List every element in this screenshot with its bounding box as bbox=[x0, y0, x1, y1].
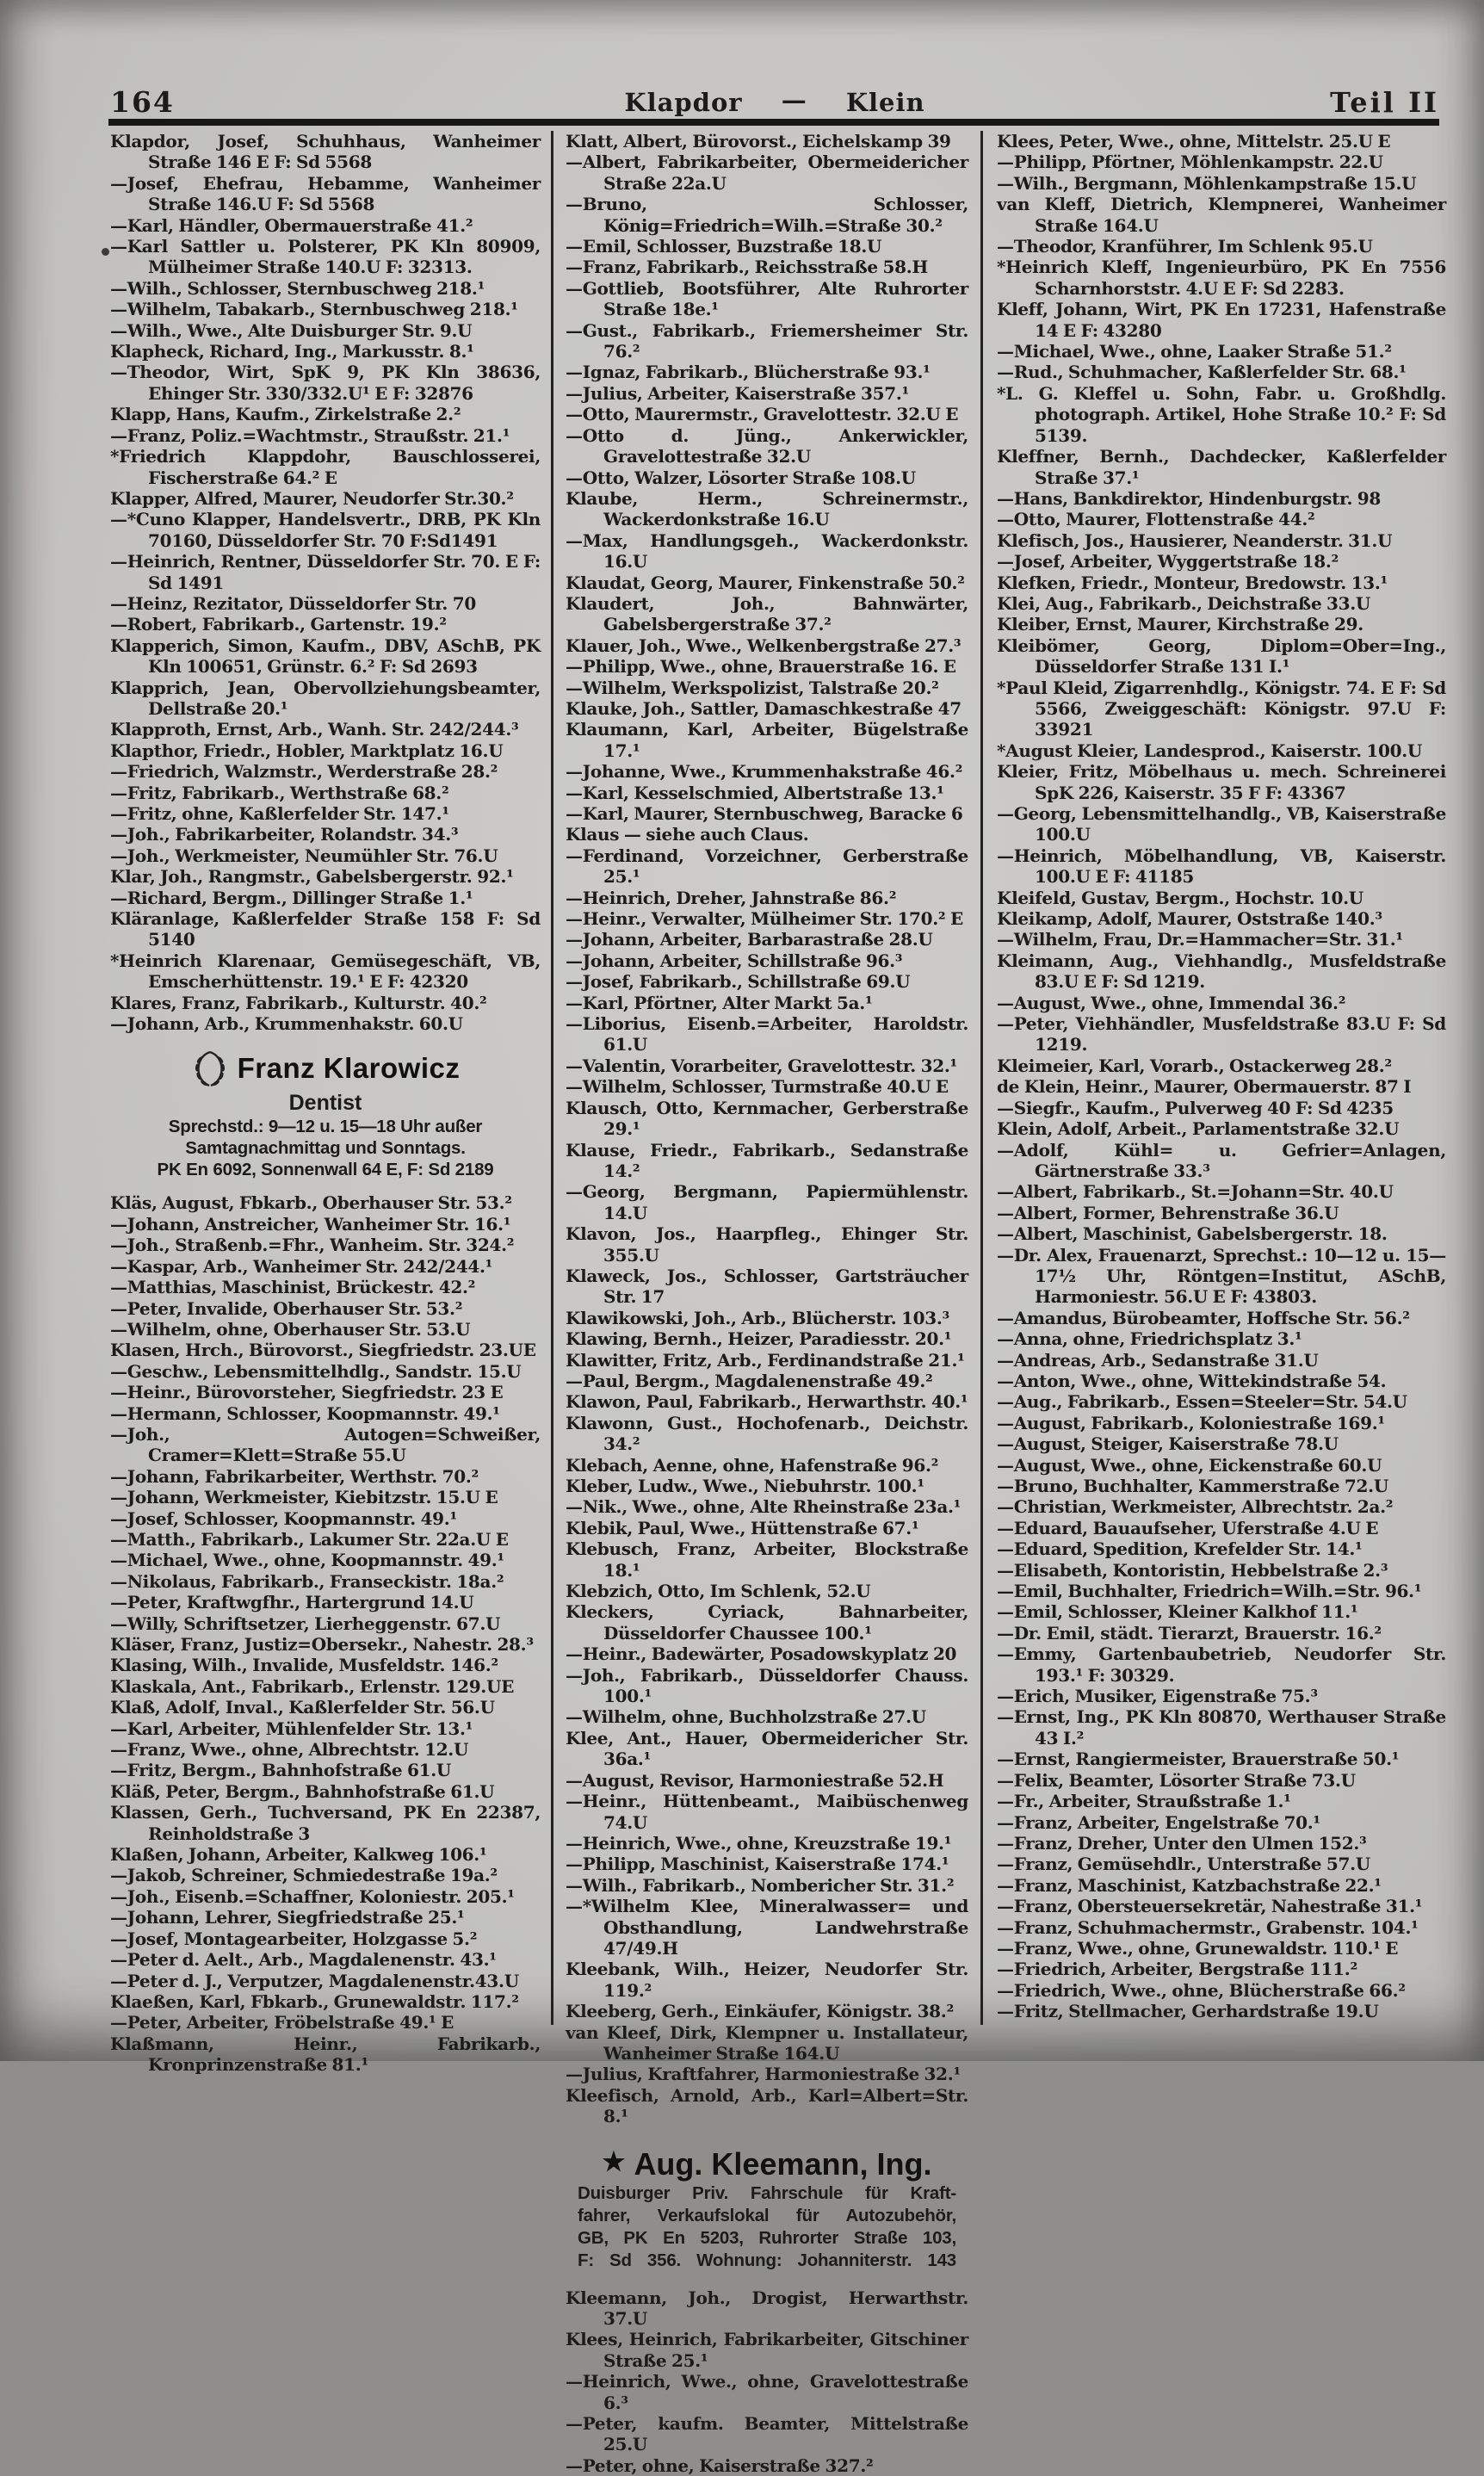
directory-entry: —Johann, Arb., Krummenhakstr. 60.U bbox=[110, 1013, 463, 1035]
directory-entry: —Bruno, Buchhalter, Kammerstraße 72.U bbox=[997, 1476, 1388, 1496]
directory-entry: —*Wilhelm Klee, Mineralwasser= und Obsthandlung, Landwehrstraße 47/49.H bbox=[566, 1896, 968, 1959]
directory-entry: *Heinrich Kleff, Ingenieurbüro, PK En 7556 Scharnhorststr. 4.U E F: Sd 2283. bbox=[997, 257, 1446, 299]
directory-entry: —Josef, Montagearbeiter, Holzgasse 5.² bbox=[110, 1928, 478, 1949]
directory-entry: —Otto, Maurermstr., Gravelottestr. 32.U E bbox=[566, 404, 959, 425]
ad-line: fahrer, Verkaufslokal für Autozubehör, bbox=[578, 2205, 956, 2225]
ad-title bbox=[112, 1048, 539, 1089]
directory-entry: —Wilh., Fabrikarb., Nombericher Str. 31.² bbox=[566, 1874, 955, 1896]
directory-entry: —Richard, Bergm., Dillinger Straße 1.¹ bbox=[110, 887, 473, 908]
directory-entry: —Max, Handlungsgeh., Wackerdonkstr. 16.U bbox=[566, 529, 968, 573]
directory-entry: Klapheck, Richard, Ing., Markusstr. 8.¹ bbox=[110, 341, 474, 362]
directory-entry: Klei, Aug., Fabrikarb., Deichstraße 33.U bbox=[997, 592, 1371, 614]
directory-entry: Klause, Friedr., Fabrikarb., Sedanstraße 14.² bbox=[566, 1139, 968, 1181]
directory-entry: Kleckers, Cyriack, Bahnarbeiter, Düsseldorfer Chaussee 100.¹ bbox=[566, 1601, 968, 1643]
header-rule bbox=[108, 119, 1439, 126]
directory-entry: —Peter, Arbeiter, Fröbelstraße 49.¹ E bbox=[110, 2012, 454, 2033]
directory-entry: —Johann, Anstreicher, Wanheimer Str. 16.¹ bbox=[110, 1213, 511, 1235]
directory-entry: —Karl, Arbeiter, Mühlenfelder Str. 13.¹ bbox=[110, 1718, 473, 1739]
directory-entry: —Wilhelm, Tabakarb., Sternbuschweg 218.¹ bbox=[110, 299, 518, 320]
directory-entry: Klapdor, Josef, Schuhhaus, Wanheimer Straße 146 E F: Sd 5568 bbox=[110, 131, 541, 173]
directory-entry: Kleeberg, Gerh., Einkäufer, Königstr. 38.² bbox=[566, 2001, 954, 2022]
directory-entry: —Heinrich, Dreher, Jahnstraße 86.² bbox=[566, 887, 897, 908]
directory-entry: —Ferdinand, Vorzeichner, Gerberstraße 25.¹ bbox=[566, 845, 968, 888]
directory-entry: —Fritz, ohne, Kaßlerfelder Str. 147.¹ bbox=[110, 803, 449, 824]
directory-entry: —Ignaz, Fabrikarb., Blücherstraße 93.¹ bbox=[566, 362, 931, 383]
directory-entry: —August, Wwe., ohne, Immendal 36.² bbox=[997, 992, 1346, 1013]
ad-line: PK En 6092, Sonnenwall 64 E, F: Sd 2189 bbox=[157, 1160, 494, 1180]
directory-entry: —Bruno, Schlosser, König=Friedrich=Wilh.=Straße 30.² bbox=[566, 194, 968, 236]
directory-entry: —Franz, Maschinist, Katzbachstraße 22.¹ bbox=[997, 1874, 1382, 1896]
directory-entry: Klares, Franz, Fabrikarb., Kulturstr. 40.² bbox=[110, 992, 487, 1013]
directory-entry: Klaudat, Georg, Maurer, Finkenstraße 50.² bbox=[566, 572, 965, 593]
directory-entry: —Matthias, Maschinist, Brückestr. 42.² bbox=[110, 1277, 476, 1298]
directory-entry: Klaeßen, Karl, Fbkarb., Grunewaldstr. 117.² bbox=[110, 1990, 519, 2012]
directory-entry: —Elisabeth, Kontoristin, Hebbelstraße 2.³ bbox=[997, 1559, 1388, 1581]
directory-entry: —Heinrich, Rentner, Düsseldorfer Str. 70. E F: Sd 1491 bbox=[110, 551, 541, 593]
directory-entry: Kleifeld, Gustav, Bergm., Hochstr. 10.U bbox=[997, 887, 1363, 908]
directory-entry: —Anna, ohne, Friedrichsplatz 3.¹ bbox=[997, 1328, 1302, 1350]
directory-entry: —Peter, kaufm. Beamter, Mittelstraße 25.U bbox=[566, 2413, 968, 2455]
directory-entry: *Friedrich Klappdohr, Bauschlosserei, Fischerstraße 64.² E bbox=[110, 446, 541, 488]
directory-entry: —Wilhelm, Schlosser, Turmstraße 40.U E bbox=[566, 1076, 949, 1098]
directory-entry: —Heinr., Verwalter, Mülheimer Str. 170.² E bbox=[566, 908, 963, 930]
directory-entry: Kleibömer, Georg, Diplom=Ober=Ing., Düsseldorfer Straße 131 I.¹ bbox=[997, 634, 1446, 678]
directory-entry: —Christian, Werkmeister, Albrechtstr. 2a.² bbox=[997, 1496, 1394, 1518]
directory-entry: —Georg, Bergmann, Papiermühlenstr. 14.U bbox=[566, 1181, 968, 1223]
directory-entry: —Albert, Former, Behrenstraße 36.U bbox=[997, 1202, 1339, 1223]
directory-entry: —Fritz, Fabrikarb., Werthstraße 68.² bbox=[110, 782, 449, 803]
directory-entry: Klee, Ant., Hauer, Obermeidericher Str. 36a.¹ bbox=[566, 1727, 968, 1770]
running-title-separator: — bbox=[781, 85, 807, 115]
laurel-wreath-icon bbox=[191, 1048, 229, 1089]
directory-entry: —Peter, Kraftwgfhr., Hartergrund 14.U bbox=[110, 1592, 474, 1613]
directory-entry: —Valentin, Vorarbeiter, Gravelottestr. 32.¹ bbox=[566, 1055, 957, 1076]
directory-entry: —Anton, Wwe., ohne, Wittekindstraße 54. bbox=[997, 1370, 1387, 1391]
directory-entry: —August, Revisor, Harmoniestraße 52.H bbox=[566, 1769, 944, 1791]
directory-entry: —Willy, Schriftsetzer, Lierheggenstr. 67.U bbox=[110, 1612, 501, 1634]
directory-entry: —Fritz, Bergm., Bahnhofstraße 61.U bbox=[110, 1760, 452, 1781]
directory-entry: —Felix, Beamter, Lösorter Straße 73.U bbox=[997, 1769, 1356, 1791]
ad-line: F: Sd 356. Wohnung: Johanniterstr. 143 bbox=[578, 2250, 956, 2270]
directory-entry: Klaube, Herm., Schreinermstr., Wackerdonkstraße 16.U bbox=[566, 487, 968, 530]
directory-entry: Klawing, Bernh., Heizer, Paradiesstr. 20.¹ bbox=[566, 1328, 952, 1350]
directory-entry: de Klein, Heinr., Maurer, Obermauerstr. 87 I bbox=[997, 1076, 1412, 1098]
directory-entry: Klapperich, Simon, Kaufm., DBV, ASchB, PK Kln 100651, Grünstr. 6.² F: Sd 2693 bbox=[110, 634, 541, 678]
directory-entry: —Johann, Arbeiter, Schillstraße 96.³ bbox=[566, 950, 903, 971]
directory-entry: —Joh., Autogen=Schweißer, Cramer=Klett=Straße 55.U bbox=[110, 1423, 541, 1466]
directory-entry: —Nikolaus, Fabrikarb., Franseckistr. 18a.² bbox=[110, 1570, 504, 1592]
directory-entry: Klaudert, Joh., Bahnwärter, Gabelsbergerstraße 37.² bbox=[566, 592, 968, 635]
directory-entry: Kleikamp, Adolf, Maurer, Oststraße 140.³ bbox=[997, 908, 1382, 930]
directory-entry: —Emmy, Gartenbaubetrieb, Neudorfer Str. 193.¹ F: 30329. bbox=[997, 1643, 1446, 1686]
ad-line: Samtagnachmittag und Sonntags. bbox=[185, 1138, 466, 1159]
directory-entry: Klavon, Jos., Haarpfleg., Ehinger Str. 355.U bbox=[566, 1223, 968, 1266]
directory-entry: Klefisch, Jos., Hausierer, Neanderstr. 31.U bbox=[997, 529, 1393, 551]
directory-entry: Klebzich, Otto, Im Schlenk, 52.U bbox=[566, 1581, 871, 1602]
directory-entry: —Aug., Fabrikarb., Essen=Steeler=Str. 54.U bbox=[997, 1391, 1407, 1413]
directory-entry: —Rud., Schuhmacher, Kaßlerfelder Str. 68.¹ bbox=[997, 362, 1407, 383]
directory-entry: Kleemann, Joh., Drogist, Herwarthstr. 37.U bbox=[566, 2287, 968, 2329]
directory-entry: —Albert, Fabrikarbeiter, Obermeidericher Straße 22a.U bbox=[566, 152, 968, 194]
directory-entry: —Kaspar, Arb., Wanheimer Str. 242/244.¹ bbox=[110, 1255, 493, 1277]
ad-title-text: Aug. Kleemann, Ing. bbox=[634, 2145, 932, 2182]
directory-entry: Klapp, Hans, Kaufm., Zirkelstraße 2.² bbox=[110, 404, 461, 425]
directory-entry: —Wilhelm, ohne, Oberhauser Str. 53.U bbox=[110, 1318, 471, 1340]
directory-entry: —Josef, Arbeiter, Wyggertstraße 18.² bbox=[997, 551, 1339, 573]
directory-entry: Klaus — siehe auch Claus. bbox=[566, 824, 809, 845]
directory-entry: Klein, Adolf, Arbeit., Parlamentstraße 32.U bbox=[997, 1118, 1400, 1140]
directory-entry: —Emil, Schlosser, Buzstraße 18.U bbox=[566, 236, 882, 257]
directory-entry: *L. G. Kleffel u. Sohn, Fabr. u. Großhdlg. photograph. Artikel, Hohe Straße 10.² F: Sd 5139. bbox=[997, 382, 1446, 446]
directory-entry: —Franz, Wwe., ohne, Grunewaldstr. 110.¹ E bbox=[997, 1937, 1399, 1959]
directory-entry: Klefken, Friedr., Monteur, Bredowstr. 13.¹ bbox=[997, 572, 1388, 593]
directory-entry: —Julius, Arbeiter, Kaiserstraße 357.¹ bbox=[566, 382, 909, 404]
directory-entry: Klees, Heinrich, Fabrikarbeiter, Gitschiner Straße 25.¹ bbox=[566, 2329, 968, 2371]
directory-entry: —Wilhelm, Werkspolizist, Talstraße 20.² bbox=[566, 677, 939, 698]
directory-entry: —Josef, Fabrikarb., Schillstraße 69.U bbox=[566, 971, 911, 993]
directory-entry: —Joh., Fabrikarb., Düsseldorfer Chauss. 100.¹ bbox=[566, 1664, 968, 1707]
directory-entry: Klaweck, Jos., Schlosser, Gartsträucher Str. 17 bbox=[566, 1265, 968, 1308]
directory-entry: —Hermann, Schlosser, Koopmannstr. 49.¹ bbox=[110, 1402, 500, 1424]
directory-entry: —Albert, Maschinist, Gabelsbergerstr. 18. bbox=[997, 1223, 1388, 1245]
part-label: Teil II bbox=[1330, 86, 1439, 119]
directory-entry: *August Kleier, Landesprod., Kaiserstr. 100.U bbox=[997, 740, 1423, 761]
directory-entry: —Michael, Wwe., ohne, Laaker Straße 51.² bbox=[997, 341, 1392, 362]
ad-title-text: Franz Klarowicz bbox=[237, 1052, 461, 1085]
directory-entry: —August, Fabrikarb., Koloniestraße 169.¹ bbox=[997, 1412, 1385, 1433]
directory-entry: Klapproth, Ernst, Arb., Wanh. Str. 242/244.³ bbox=[110, 719, 519, 740]
directory-entry: —Franz, Schuhmachermstr., Grabenstr. 104.¹ bbox=[997, 1916, 1419, 1938]
directory-entry: —Peter, Viehhändler, Musfeldstraße 83.U F: Sd 1219. bbox=[997, 1013, 1446, 1055]
running-title-right: Klein bbox=[845, 88, 925, 117]
directory-entry: —Wilh., Bergmann, Möhlenkampstraße 15.U bbox=[997, 172, 1417, 194]
ad-line: Duisburger Priv. Fahrschule für Kraft- bbox=[578, 2182, 956, 2203]
directory-entry: —Hans, Bankdirektor, Hindenburgstr. 98 bbox=[997, 487, 1382, 509]
directory-entry: Kleier, Fritz, Möbelhaus u. mech. Schreinerei SpK 226, Kaiserstr. 35 F F: 43367 bbox=[997, 761, 1446, 803]
directory-entry: —Ernst, Ing., PK Kln 80870, Werthauser Straße 43 I.² bbox=[997, 1706, 1446, 1749]
ad-line: Sprechstd.: 9—12 u. 15—18 Uhr außer bbox=[168, 1117, 483, 1137]
directory-entry: —Matth., Fabrikarb., Lakumer Str. 22a.U E bbox=[110, 1528, 509, 1550]
directory-entry: Klassen, Gerh., Tuchversand, PK En 22387, Reinholdstraße 3 bbox=[110, 1802, 541, 1844]
directory-entry: —Emil, Buchhalter, Friedrich=Wilh.=Str. 96.¹ bbox=[997, 1581, 1422, 1602]
directory-entry: —Heinr., Badewärter, Posadowskyplatz 20 bbox=[566, 1643, 957, 1665]
running-title-left: Klapdor bbox=[624, 88, 743, 117]
directory-entry: Kleebank, Wilh., Heizer, Neudorfer Str. 119.² bbox=[566, 1959, 968, 2001]
directory-entry: —Friedrich, Arbeiter, Bergstraße 111.² bbox=[997, 1959, 1357, 1980]
directory-entry: —Michael, Wwe., ohne, Koopmannstr. 49.¹ bbox=[110, 1550, 504, 1571]
directory-entry: Klaumann, Karl, Arbeiter, Bügelstraße 17.¹ bbox=[566, 719, 968, 761]
directory-entry: —Karl, Händler, Obermauerstraße 41.² bbox=[110, 214, 473, 236]
directory-entry: —Gottlieb, Bootsführer, Alte Ruhrorter Straße 18e.¹ bbox=[566, 277, 968, 320]
directory-entry: —Joh., Straßenb.=Fhr., Wanheim. Str. 324.² bbox=[110, 1235, 515, 1256]
directory-entry: —Fritz, Stellmacher, Gerhardstraße 19.U bbox=[997, 2001, 1379, 2022]
directory-entry: —Eduard, Spedition, Krefelder Str. 14.¹ bbox=[997, 1538, 1363, 1560]
directory-entry: —Jakob, Schreiner, Schmiedestraße 19a.² bbox=[110, 1865, 498, 1886]
directory-entry: Klebach, Aenne, ohne, Hafenstraße 96.² bbox=[566, 1454, 939, 1476]
ad-subtitle: Dentist bbox=[288, 1091, 362, 1116]
directory-entry: —August, Wwe., ohne, Eickenstraße 60.U bbox=[997, 1454, 1382, 1476]
directory-entry: —Dr. Alex, Frauenarzt, Sprechst.: 10—12 u. 15—17½ Uhr, Röntgen=Institut, ASchB, Harmoniestr. 56.U E F: 43803. bbox=[997, 1244, 1446, 1308]
directory-entry: —Johann, Fabrikarbeiter, Werthstr. 70.² bbox=[110, 1465, 479, 1487]
directory-entry: —Erich, Musiker, Eigenstraße 75.³ bbox=[997, 1686, 1318, 1707]
directory-entry: —Friedrich, Wwe., ohne, Blücherstraße 66.² bbox=[997, 1979, 1406, 2001]
directory-entry: —Heinr., Bürovorsteher, Siegfriedstr. 23 E bbox=[110, 1382, 504, 1403]
running-title bbox=[110, 85, 1439, 117]
directory-entry: Klaß, Adolf, Inval., Kaßlerfelder Str. 56.U bbox=[110, 1697, 495, 1718]
directory-entry: —Otto, Maurer, Flottenstraße 44.² bbox=[997, 509, 1315, 530]
directory-entry: Klaskala, Ant., Fabrikarb., Erlenstr. 129.UE bbox=[110, 1675, 515, 1697]
directory-entry: Kleffner, Bernh., Dachdecker, Kaßlerfelder Straße 37.¹ bbox=[997, 446, 1446, 488]
directory-entry: —Philipp, Pförtner, Möhlenkampstr. 22.U bbox=[997, 152, 1383, 173]
directory-entry: —Franz, Arbeiter, Engelstraße 70.¹ bbox=[997, 1811, 1320, 1833]
directory-entry: Klapthor, Friedr., Hobler, Marktplatz 16.U bbox=[110, 740, 504, 761]
directory-entry: —Peter d. J., Verputzer, Magdalenenstr.43.U bbox=[110, 1970, 519, 1991]
directory-entry: —Peter, Invalide, Oberhauser Str. 53.² bbox=[110, 1297, 463, 1319]
directory-entry: —Wilhelm, Frau, Dr.=Hammacher=Str. 31.¹ bbox=[997, 929, 1403, 950]
directory-entry: —Ernst, Rangiermeister, Brauerstraße 50.¹ bbox=[997, 1749, 1400, 1770]
directory-entry: Kleiber, Ernst, Maurer, Kirchstraße 29. bbox=[997, 614, 1363, 635]
column-2 bbox=[551, 131, 983, 2476]
directory-entry: —Gust., Fabrikarb., Friemersheimer Str. 76.² bbox=[566, 319, 968, 362]
ad-klarowicz bbox=[112, 1048, 539, 1180]
directory-entry: Klasen, Hrch., Bürovorst., Siegfriedstr. 23.UE bbox=[110, 1340, 536, 1361]
directory-entry: —Robert, Fabrikarb., Gartenstr. 19.² bbox=[110, 614, 447, 635]
directory-entry: —Philipp, Maschinist, Kaiserstraße 174.¹ bbox=[566, 1854, 949, 1875]
directory-entry: Klebusch, Franz, Arbeiter, Blockstraße 18.¹ bbox=[566, 1538, 968, 1581]
directory-entry: —Heinrich, Wwe., ohne, Gravelottestraße 6.³ bbox=[566, 2371, 968, 2413]
directory-entry: —Karl, Kesselschmied, Albertstraße 13.¹ bbox=[566, 782, 944, 803]
directory-entry: Kläranlage, Kaßlerfelder Straße 158 F: Sd 5140 bbox=[110, 908, 541, 950]
directory-entry: —Franz, Dreher, Unter den Ulmen 152.³ bbox=[997, 1832, 1367, 1854]
directory-entry: —Peter d. Aelt., Arb., Magdalenenstr. 43.¹ bbox=[110, 1949, 497, 1971]
directory-entry: —Andreas, Arb., Sedanstraße 31.U bbox=[997, 1349, 1319, 1371]
directory-entry: *Heinrich Klarenaar, Gemüsegeschäft, VB, Emscherhüttenstr. 19.¹ E F: 42320 bbox=[110, 950, 541, 993]
directory-entry: Kleimann, Aug., Viehhandlg., Musfeldstraße 83.U E F: Sd 1219. bbox=[997, 950, 1446, 993]
directory-entry: —Wilhelm, ohne, Buchholzstraße 27.U bbox=[566, 1706, 926, 1728]
directory-columns bbox=[110, 131, 1446, 2476]
directory-entry: Kleimeier, Karl, Vorarb., Ostackerweg 28.² bbox=[997, 1055, 1392, 1076]
directory-entry: —Heinz, Rezitator, Düsseldorfer Str. 70 bbox=[110, 592, 476, 614]
directory-entry: van Kleef, Dirk, Klempner u. Installateur, Wanheimer Straße 164.U bbox=[566, 2021, 968, 2064]
directory-entry: —Wilh., Wwe., Alte Duisburger Str. 9.U bbox=[110, 319, 473, 341]
margin-mark bbox=[102, 248, 109, 256]
directory-entry: —Emil, Schlosser, Kleiner Kalkhof 11.¹ bbox=[997, 1601, 1358, 1623]
directory-entry: —Joh., Werkmeister, Neumühler Str. 76.U bbox=[110, 845, 498, 866]
column-3 bbox=[983, 131, 1446, 2025]
directory-entry: —Philipp, Wwe., ohne, Brauerstraße 16. E bbox=[566, 656, 956, 678]
directory-entry: Klapprich, Jean, Obervollziehungsbeamter, Dellstraße 20.¹ bbox=[110, 677, 541, 719]
ad-line: GB, PK En 5203, Ruhrorter Straße 103, bbox=[578, 2227, 956, 2248]
directory-entry: —Wilh., Schlosser, Sternbuschweg 218.¹ bbox=[110, 277, 485, 299]
directory-entry: Klawikowski, Joh., Arb., Blücherstr. 103.³ bbox=[566, 1307, 949, 1328]
directory-entry: —Joh., Fabrikarbeiter, Rolandstr. 34.³ bbox=[110, 824, 459, 845]
directory-entry: Klasing, Wilh., Invalide, Musfeldstr. 146.² bbox=[110, 1655, 498, 1676]
directory-entry: Klausch, Otto, Kernmacher, Gerberstraße 29.¹ bbox=[566, 1097, 968, 1140]
ad-kleemann bbox=[567, 2146, 967, 2272]
directory-entry: Klaßen, Johann, Arbeiter, Kalkweg 106.¹ bbox=[110, 1844, 487, 1866]
directory-entry: —Franz, Poliz.=Wachtmstr., Straußstr. 21.¹ bbox=[110, 424, 510, 446]
directory-entry: —Franz, Wwe., ohne, Albrechtstr. 12.U bbox=[110, 1739, 469, 1761]
directory-entry: —Amandus, Bürobeamter, Hoffsche Str. 56.² bbox=[997, 1307, 1410, 1328]
directory-entry: —Peter, ohne, Kaiserstraße 327.² bbox=[566, 2454, 874, 2476]
directory-entry: Klaßmann, Heinr., Fabrikarb., Kronprinzenstraße 81.¹ bbox=[110, 2033, 541, 2076]
directory-entry: —Theodor, Wirt, SpK 9, PK Kln 38636, Ehinger Str. 330/332.U¹ E F: 32876 bbox=[110, 362, 541, 404]
directory-entry: *Paul Kleid, Zigarrenhdlg., Königstr. 74. E F: Sd 5566, Zweiggeschäft: Königstr. 97.U F: 33921 bbox=[997, 677, 1446, 740]
directory-entry: —Karl Sattler u. Polsterer, PK Kln 80909, Mülheimer Straße 140.U F: 32313. bbox=[110, 236, 541, 278]
directory-entry: —Josef, Schlosser, Koopmannstr. 49.¹ bbox=[110, 1507, 457, 1529]
directory-entry: —Joh., Eisenb.=Schaffner, Koloniestr. 205.¹ bbox=[110, 1885, 515, 1907]
directory-entry: —Nik., Wwe., ohne, Alte Rheinstraße 23a.¹ bbox=[566, 1496, 962, 1518]
directory-entry: —Franz, Obersteuersekretär, Nahestraße 31.¹ bbox=[997, 1896, 1423, 1917]
directory-entry: —Julius, Kraftfahrer, Harmoniestraße 32.¹ bbox=[566, 2064, 961, 2085]
directory-entry: —Otto, Walzer, Lösorter Straße 108.U bbox=[566, 467, 916, 488]
directory-entry: Klar, Joh., Rangmstr., Gabelsbergerstr. 92.¹ bbox=[110, 866, 514, 888]
directory-entry: —Johann, Werkmeister, Kiebitzstr. 15.U E bbox=[110, 1487, 498, 1508]
directory-entry: —Franz, Gemüsehdlr., Unterstraße 57.U bbox=[997, 1854, 1370, 1875]
directory-entry: —Dr. Emil, städt. Tierarzt, Brauerstr. 16.² bbox=[997, 1622, 1382, 1643]
directory-entry: —August, Steiger, Kaiserstraße 78.U bbox=[997, 1433, 1339, 1455]
directory-entry: —Heinr., Hüttenbeamt., Maibüschenweg 74.U bbox=[566, 1791, 968, 1833]
directory-entry: Klauke, Joh., Sattler, Damaschkestraße 47 bbox=[566, 697, 962, 719]
directory-entry: Klapper, Alfred, Maurer, Neudorfer Str.30.² bbox=[110, 487, 514, 509]
directory-entry: —Otto d. Jüng., Ankerwickler, Gravelottestraße 32.U bbox=[566, 424, 968, 467]
directory-entry: Kläser, Franz, Justiz=Obersekr., Nahestr. 28.³ bbox=[110, 1634, 534, 1655]
directory-entry: —Georg, Lebensmittelhandlg., VB, Kaiserstraße 100.U bbox=[997, 803, 1446, 845]
directory-entry: —Heinrich, Möbelhandlung, VB, Kaiserstr. 100.U E F: 41185 bbox=[997, 845, 1446, 888]
directory-entry: Klatt, Albert, Bürovorst., Eichelskamp 39 bbox=[566, 131, 951, 152]
directory-entry: —Eduard, Bauaufseher, Uferstraße 4.U E bbox=[997, 1517, 1379, 1538]
directory-entry: Klebik, Paul, Wwe., Hüttenstraße 67.¹ bbox=[566, 1517, 919, 1538]
directory-entry: Kleff, Johann, Wirt, PK En 17231, Hafenstraße 14 E F: 43280 bbox=[997, 299, 1446, 341]
directory-entry: —Fr., Arbeiter, Straußstraße 1.¹ bbox=[997, 1791, 1291, 1812]
page-number: 164 bbox=[110, 85, 175, 119]
directory-entry: Kleefisch, Arnold, Arb., Karl=Albert=Str. 8.¹ bbox=[566, 2084, 968, 2127]
directory-entry: Klawonn, Gust., Hochofenarb., Deichstr. 34.² bbox=[566, 1412, 968, 1455]
directory-entry: —*Cuno Klapper, Handelsvertr., DRB, PK Kln 70160, Düsseldorfer Str. 70 F:Sd1491 bbox=[110, 509, 541, 551]
directory-entry: —Adolf, Kühl= u. Gefrier=Anlagen, Gärtnerstraße 33.³ bbox=[997, 1139, 1446, 1181]
page-header bbox=[110, 74, 1439, 119]
directory-entry: —Liborius, Eisenb.=Arbeiter, Haroldstr. 61.U bbox=[566, 1013, 968, 1055]
directory-entry: Kleber, Ludw., Wwe., Niebuhrstr. 100.¹ bbox=[566, 1476, 924, 1496]
directory-entry: —Geschw., Lebensmittelhdlg., Sandstr. 15.U bbox=[110, 1360, 522, 1382]
star-icon: ★ bbox=[602, 2147, 626, 2176]
directory-entry: —Johanne, Wwe., Krummenhakstraße 46.² bbox=[566, 761, 963, 783]
directory-entry: Klawon, Paul, Fabrikarb., Herwarthstr. 40.¹ bbox=[566, 1391, 968, 1413]
directory-entry: Klawitter, Fritz, Arb., Ferdinandstraße 21.¹ bbox=[566, 1349, 965, 1371]
directory-entry: —Josef, Ehefrau, Hebamme, Wanheimer Straße 146.U F: Sd 5568 bbox=[110, 172, 541, 215]
directory-entry: —Karl, Pförtner, Alter Markt 5a.¹ bbox=[566, 992, 873, 1013]
directory-entry: Klauer, Joh., Wwe., Welkenbergstraße 27.³ bbox=[566, 634, 962, 656]
ad-title bbox=[567, 2146, 967, 2182]
directory-entry: —Karl, Maurer, Sternbuschweg, Baracke 6 bbox=[566, 803, 963, 824]
column-1 bbox=[110, 131, 551, 2076]
directory-entry: van Kleff, Dietrich, Klempnerei, Wanheimer Straße 164.U bbox=[997, 194, 1446, 236]
directory-entry: Kläs, August, Fbkarb., Oberhauser Str. 53.² bbox=[110, 1192, 512, 1214]
directory-entry: —Paul, Bergm., Magdalenenstraße 49.² bbox=[566, 1370, 933, 1391]
directory-entry: —Franz, Fabrikarb., Reichsstraße 58.H bbox=[566, 257, 928, 278]
directory-entry: —Siegfr., Kaufm., Pulverweg 40 F: Sd 4235 bbox=[997, 1097, 1394, 1118]
directory-entry: —Heinrich, Wwe., ohne, Kreuzstraße 19.¹ bbox=[566, 1832, 952, 1854]
directory-entry: —Albert, Fabrikarb., St.=Johann=Str. 40.U bbox=[997, 1181, 1394, 1203]
directory-entry: Kläß, Peter, Bergm., Bahnhofstraße 61.U bbox=[110, 1780, 495, 1802]
directory-entry: —Johann, Arbeiter, Barbarastraße 28.U bbox=[566, 929, 933, 950]
directory-entry: Klees, Peter, Wwe., ohne, Mittelstr. 25.U E bbox=[997, 131, 1391, 152]
directory-entry: —Theodor, Kranführer, Im Schlenk 95.U bbox=[997, 236, 1373, 257]
directory-entry: —Friedrich, Walzmstr., Werderstraße 28.² bbox=[110, 761, 498, 783]
directory-entry: —Johann, Lehrer, Siegfriedstraße 25.¹ bbox=[110, 1907, 465, 1928]
